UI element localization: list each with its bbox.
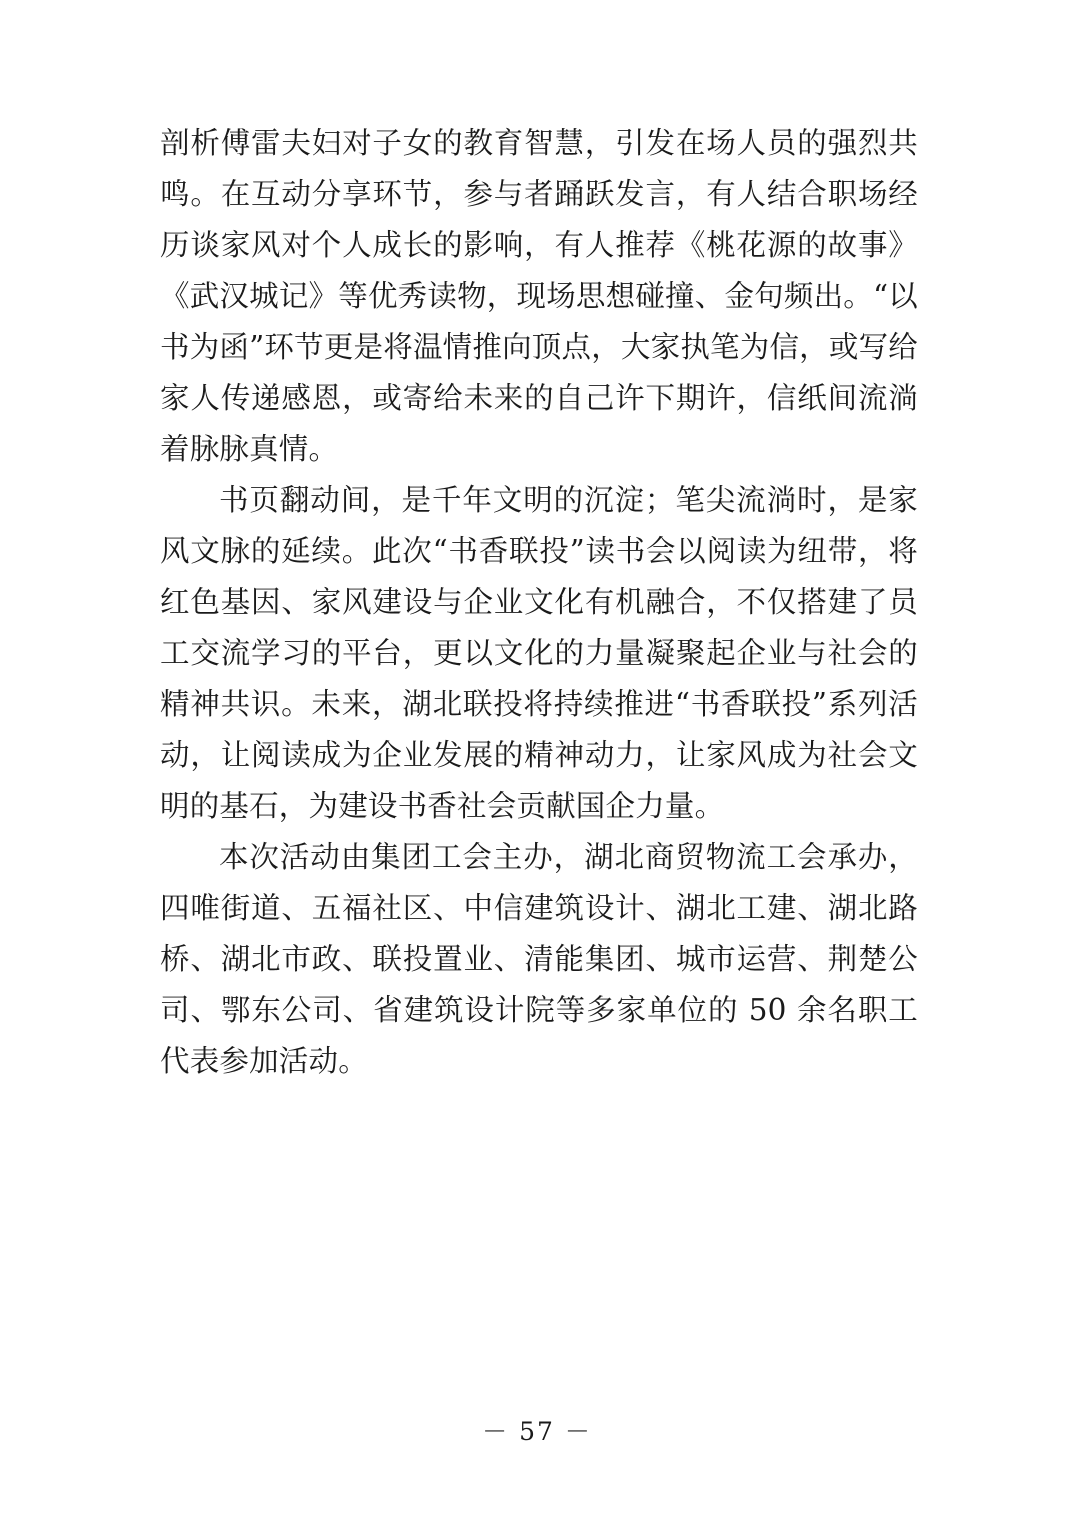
paragraph-3: 本次活动由集团工会主办，湖北商贸物流工会承办，四唯街道、五福社区、中信建筑设计、湖北工建、湖北路桥、湖北市政、联投置业、清能集团、城市运营、荆楚公司、鄂东公司、省建筑设计院等多家单位的 50 余名职工代表参加活动。: [160, 840, 918, 1078]
page-number-footer: － 57 －: [482, 1417, 592, 1446]
paragraph-1: 剖析傅雷夫妇对子女的教育智慧，引发在场人员的强烈共鸣。在互动分享环节，参与者踊跃发言，有人结合职场经历谈家风对个人成长的影响，有人推荐《桃花源的故事》《武汉城记》等优秀读物，现场思想碰撞、金句频出。“以书为函”环节更是将温情推向顶点，大家执笔为信，或写给家人传递感恩，或寄给未来的自己许下期许，信纸间流淌着脉脉真情。: [160, 126, 918, 466]
page-body: [160, 118, 918, 1087]
paragraph-2: 书页翻动间，是千年文明的沉淀；笔尖流淌时，是家风文脉的延续。此次“书香联投”读书会以阅读为纽带，将红色基因、家风建设与企业文化有机融合，不仅搭建了员工交流学习的平台，更以文化的力量凝聚起企业与社会的精神共识。未来，湖北联投将持续推进“书香联投”系列活动，让阅读成为企业发展的精神动力，让家风成为社会文明的基石，为建设书香社会贡献国企力量。: [160, 483, 918, 823]
